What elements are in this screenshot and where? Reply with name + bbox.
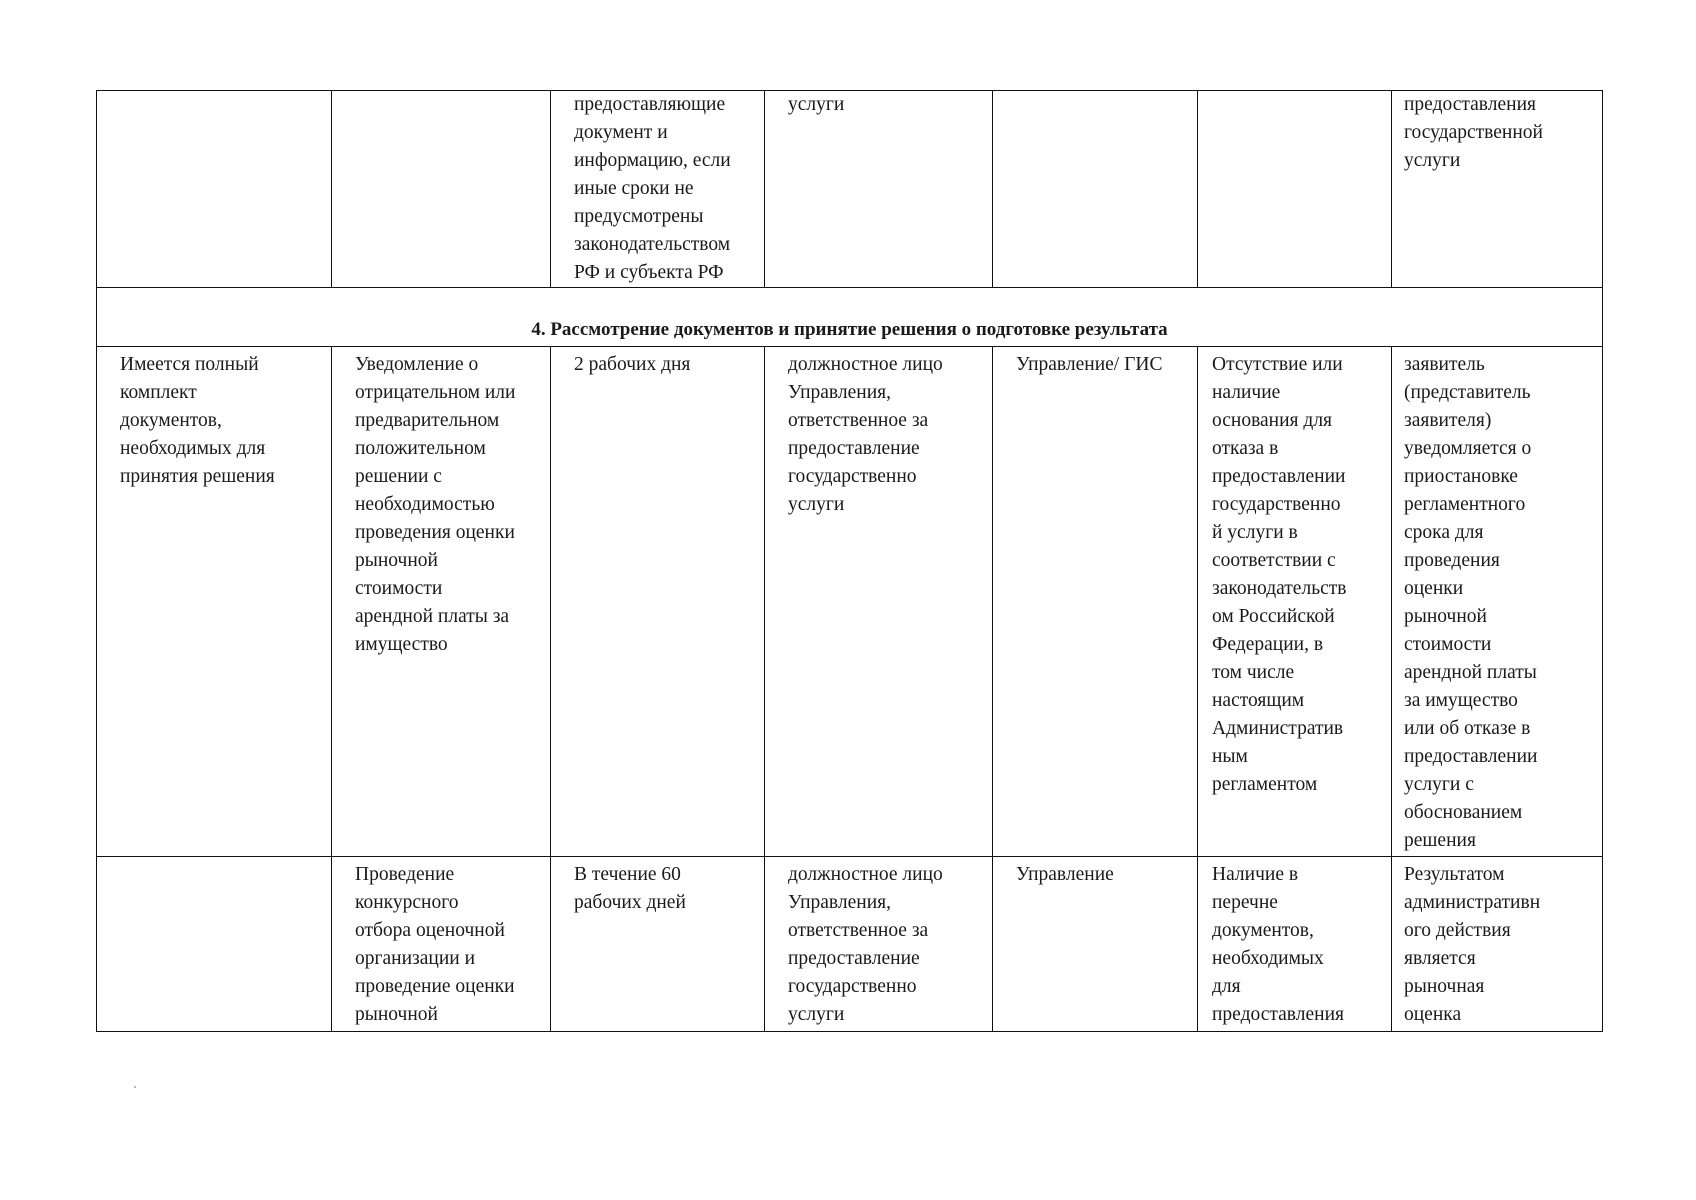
section-heading: 4. Рассмотрение документов и принятие решения о подготовке результата xyxy=(97,288,1603,347)
table-row xyxy=(97,91,1603,288)
table-cell xyxy=(993,91,1198,288)
table-row xyxy=(97,347,1603,857)
table-row xyxy=(97,857,1603,1032)
table-cell: предоставляющие документ и информацию, если иные сроки не предусмотрены законодательством РФ и субъекта РФ xyxy=(551,91,765,288)
table-cell: Проведение конкурсного отбора оценочной организации и проведение оценки рыночной xyxy=(332,857,551,1032)
table-cell: Отсутствие или наличие основания для отказа в предоставлении государственно й услуги в соответствии с законодательств ом Российской Федерации, в том числе настоящим Административ ным регламентом xyxy=(1198,347,1392,857)
table-cell xyxy=(332,91,551,288)
scan-artifact xyxy=(134,1086,136,1088)
section-row xyxy=(97,288,1603,347)
table-cell xyxy=(97,857,332,1032)
table-cell: Наличие в перечне документов, необходимых для предоставления xyxy=(1198,857,1392,1032)
table-cell: услуги xyxy=(765,91,993,288)
table-cell xyxy=(97,91,332,288)
table-cell: Результатом административн ого действия является рыночная оценка xyxy=(1392,857,1603,1032)
table-cell: Имеется полный комплект документов, необходимых для принятия решения xyxy=(97,347,332,857)
table-cell: Управление/ ГИС xyxy=(993,347,1198,857)
procedure-table xyxy=(96,90,1603,1032)
table-cell: должностное лицо Управления, ответственное за предоставление государственно услуги xyxy=(765,347,993,857)
table-cell: В течение 60 рабочих дней xyxy=(551,857,765,1032)
table-cell: заявитель (представитель заявителя) уведомляется о приостановке регламентного срока для проведения оценки рыночной стоимости арендной платы за имущество или об отказе в предоставлении услуги с обоснованием решения xyxy=(1392,347,1603,857)
table-cell: должностное лицо Управления, ответственное за предоставление государственно услуги xyxy=(765,857,993,1032)
table-cell xyxy=(1198,91,1392,288)
table-cell: 2 рабочих дня xyxy=(551,347,765,857)
table-cell: предоставления государственной услуги xyxy=(1392,91,1603,288)
table-cell: Управление xyxy=(993,857,1198,1032)
table-cell: Уведомление о отрицательном или предварительном положительном решении с необходимостью проведения оценки рыночной стоимости арендной платы за имущество xyxy=(332,347,551,857)
